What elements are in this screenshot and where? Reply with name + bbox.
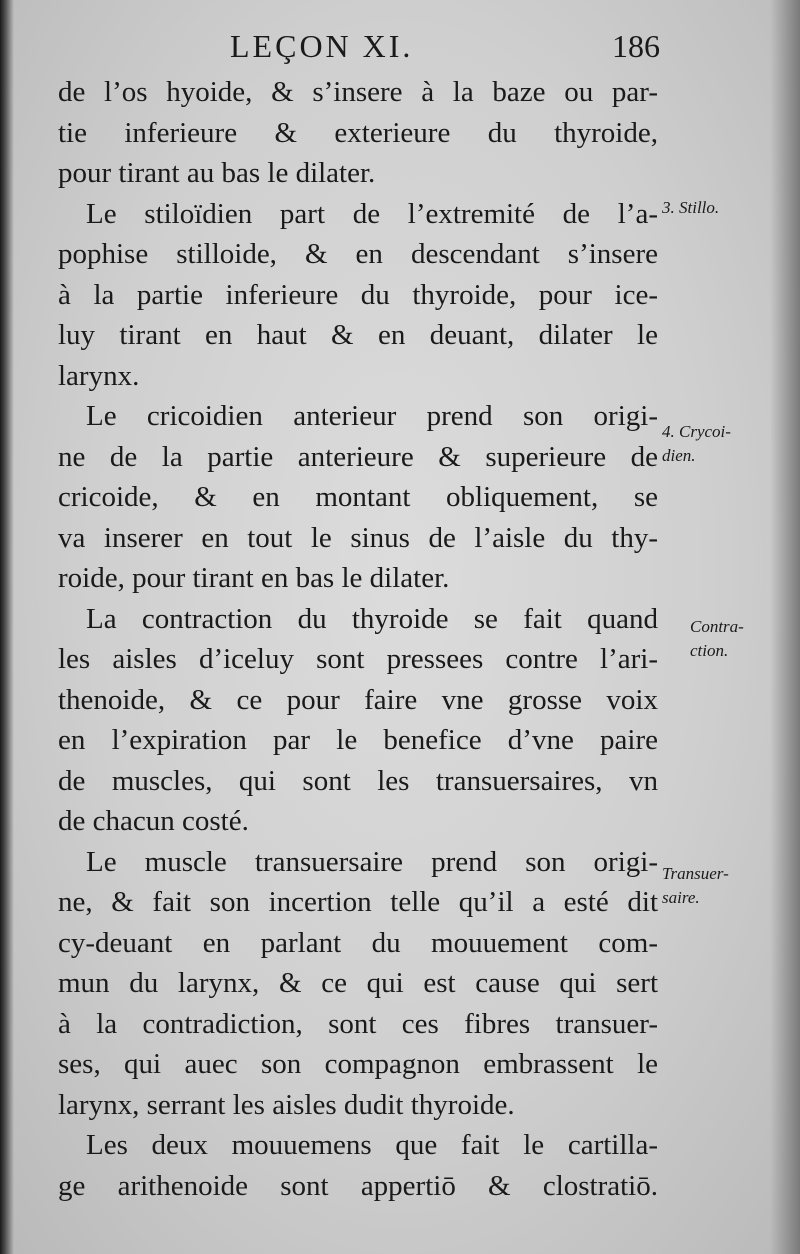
margin-note-stillo: 3. Stillo. [662,198,720,217]
margin-note-crycoidien: 4. Crycoi- dien. [662,422,731,465]
text-line: ne de la partie anterieure & superieure de [58,440,658,473]
text-line: Le muscle transuersaire prend son origi- [86,845,658,878]
text-line: de muscles, qui sont les transuersaires, vn [58,764,658,797]
text-line: pour tirant au bas le dilater. [58,157,376,189]
text-line: tie inferieure & exterieure du thyroide, [58,116,658,149]
text-line: Les deux mouuemens que fait le cartilla- [86,1129,658,1161]
text-line: larynx. [58,359,140,392]
page-number: 186 [612,28,660,64]
margin-notes [662,0,782,1254]
text-line: de chacun costé. [58,805,249,837]
text-line: de l’os hyoide, & s’insere à la baze ou par- [58,76,658,108]
text-line: Le stiloïdien part de l’extremité de l’a- [86,197,658,230]
text-line: pophise stilloide, & en descendant s’insere [58,238,658,270]
text-line: roide, pour tirant en bas le dilater. [58,562,450,594]
text-line: La contraction du thyroide se fait quand [86,602,658,635]
text-line: va inserer en tout le sinus de l’aisle du thy- [58,521,658,554]
text-line: cricoide, & en montant obliquement, se [58,481,658,513]
text-line: ne, & fait son incertion telle qu’il a esté dit [58,886,658,918]
running-header [230,22,660,72]
text-line: luy tirant en haut & en deuant, dilater le [58,319,658,351]
text-line: à la contradiction, sont ces fibres transuer- [58,1007,658,1040]
text-line: thenoide, & ce pour faire vne grosse voix [58,683,658,716]
main-text-block [58,72,658,1206]
text-line: ses, qui auec son compagnon embrassent le [58,1048,658,1080]
text-line: à la partie inferieure du thyroide, pour ice- [58,278,658,311]
margin-note-contraction: Contra- ction. [690,617,744,660]
margin-note-transuersaire: Transuer- saire. [662,864,729,907]
chapter-title: LEÇON XI. [230,28,414,64]
text-line: les aisles d’iceluy sont pressees contre l’ari- [58,643,658,675]
text-line: mun du larynx, & ce qui est cause qui sert [58,967,658,999]
text-line: Le cricoidien anterieur prend son origi- [86,400,658,432]
text-line: ge arithenoide sont appertiō & clostratiō. [58,1169,658,1202]
text-line: en l’expiration par le benefice d’vne paire [58,724,658,756]
text-line: cy-deuant en parlant du mouuement com- [58,926,658,959]
page-gutter-shadow [0,0,14,1254]
text-line: larynx, serrant les aisles dudit thyroide. [58,1088,515,1121]
